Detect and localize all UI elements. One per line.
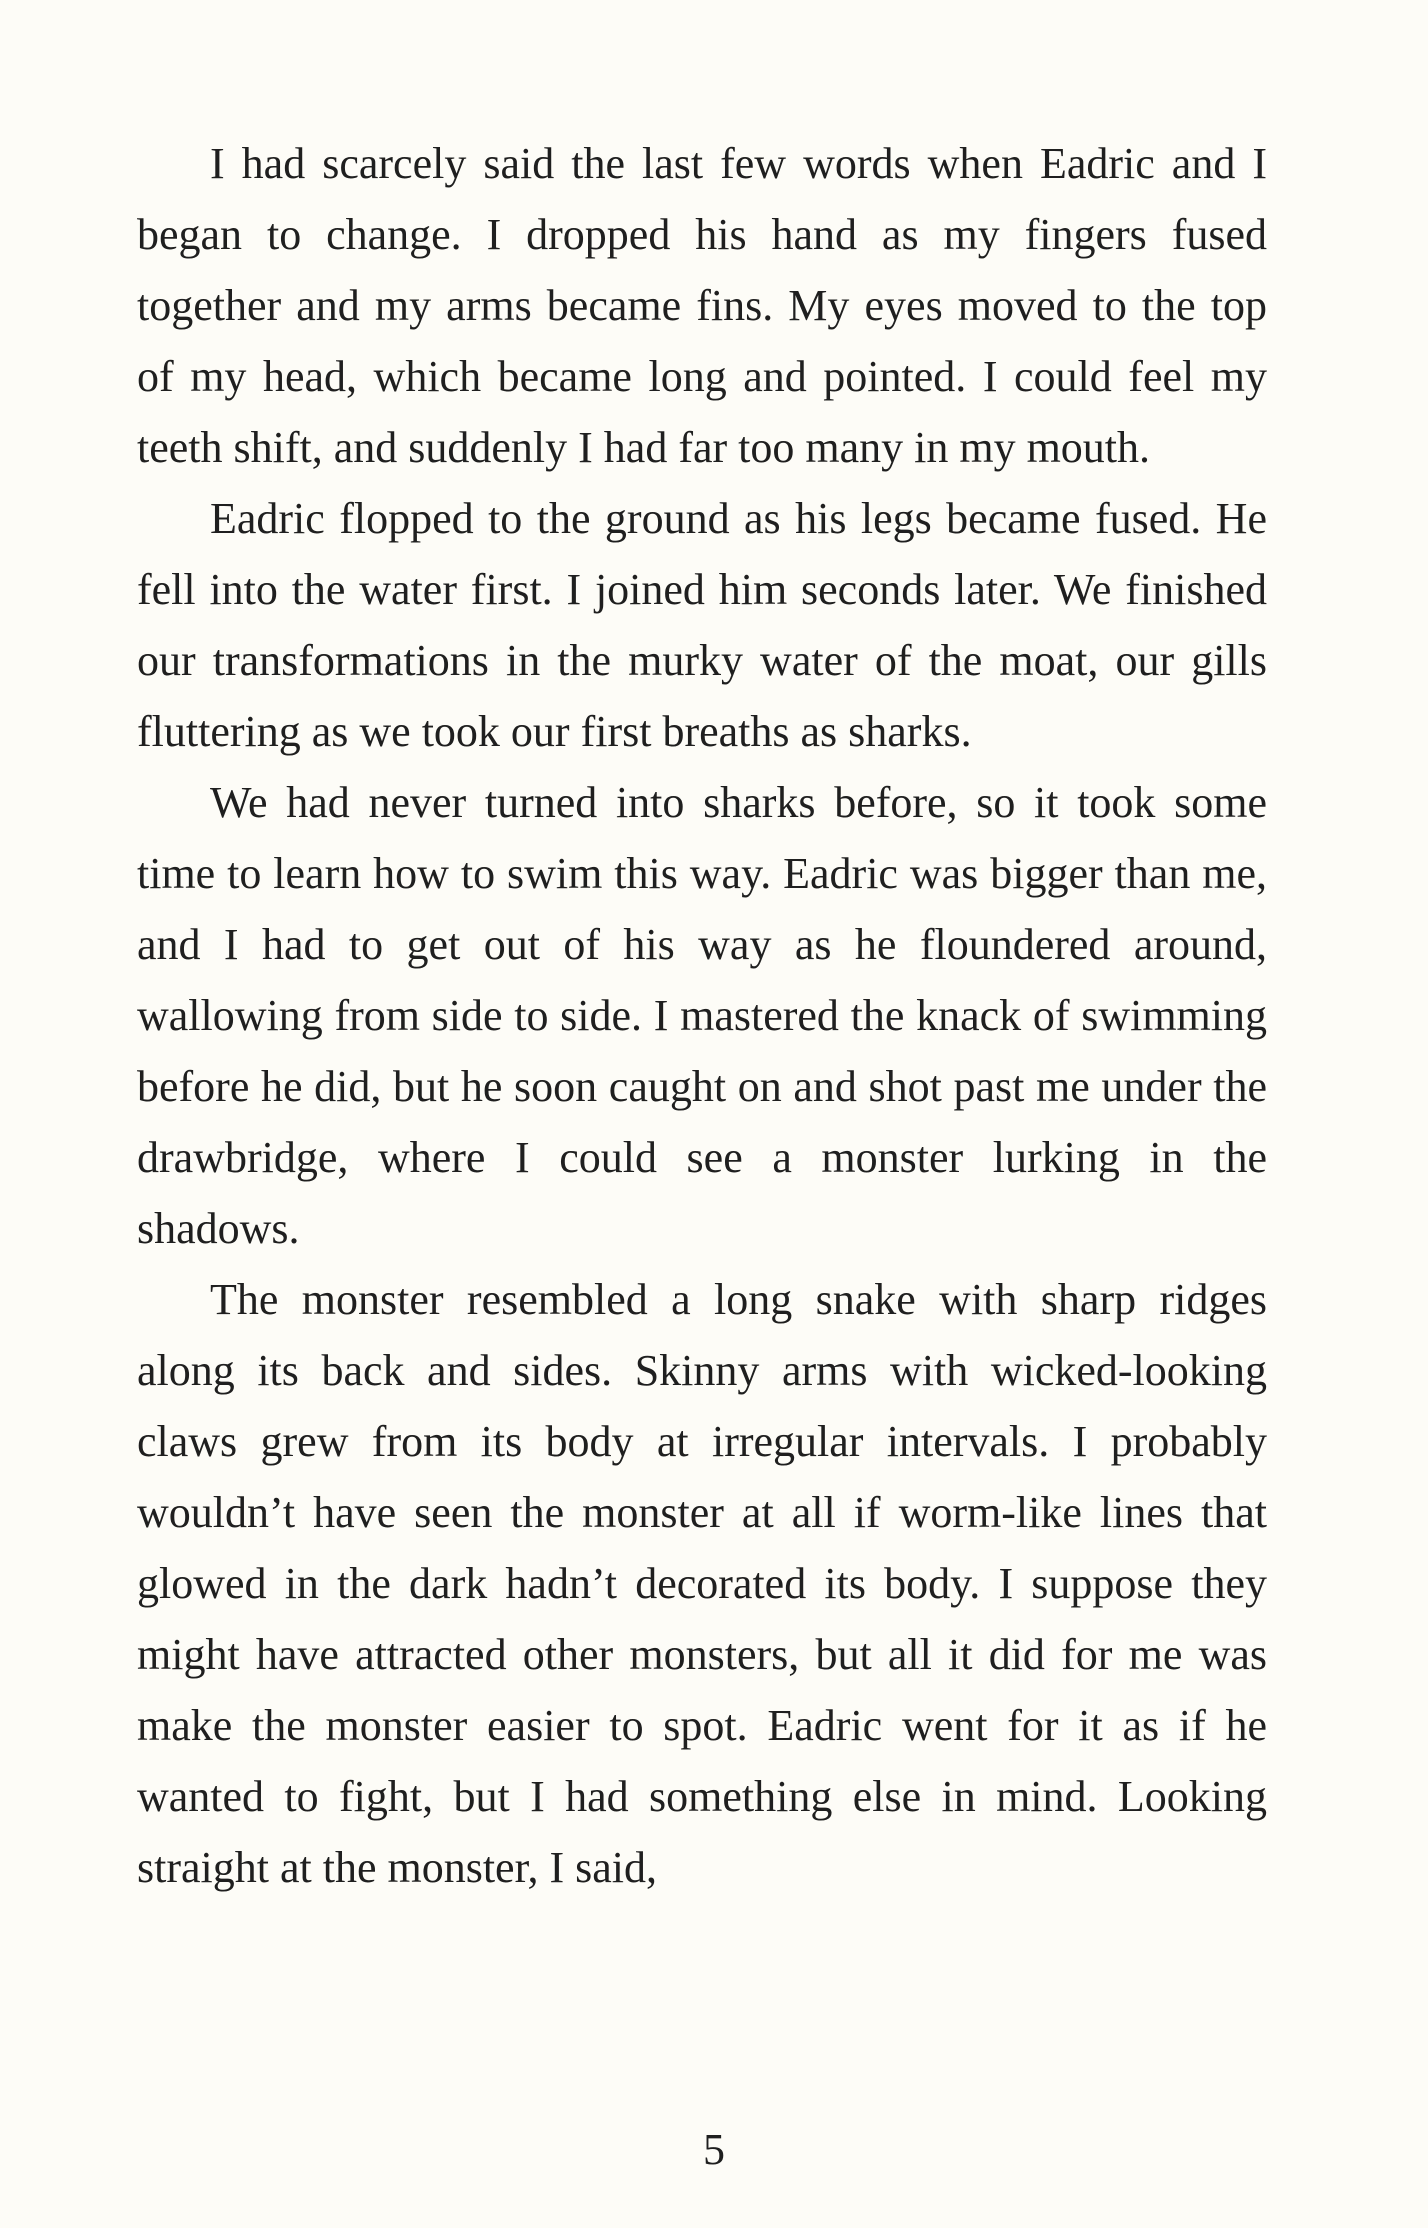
paragraph-3: We had never turned into sharks before, so it took some time to learn how to swim this way. Eadric was bigger than me, and I had to get out of his way as he floundered around, wallowing from side to side. I mastered the knack of swimming before he did, but he soon caught on and shot past me under the drawbridge, where I could see a monster lurking in the shadows. bbox=[137, 778, 1267, 1253]
paragraph-1: I had scarcely said the last few words when Eadric and I began to change. I dropped his hand as my fingers fused together and my arms became fins. My eyes moved to the top of my head, which became long and pointed. I could feel my teeth shift, and suddenly I had far too many in my mouth. bbox=[137, 139, 1267, 472]
paragraph-4: The monster resembled a long snake with sharp ridges along its back and sides. Skinny arms with wicked-looking claws grew from its body at irregular intervals. I probably wouldn’t have seen the monster at all if worm-like lines that glowed in the dark hadn’t decorated its body. I suppose they might have attracted other monsters, but all it did for me was make the monster easier to spot. Eadric went for it as if he wanted to fight, but I had something else in mind. Looking straight at the monster, I said, bbox=[137, 1275, 1267, 1892]
paragraph-2: Eadric flopped to the ground as his legs became fused. He fell into the water first. I joined him seconds later. We finished our transformations in the murky water of the moat, our gills fluttering as we took our first breaths as sharks. bbox=[137, 494, 1267, 756]
body-text bbox=[137, 128, 1267, 1903]
page-number: 5 bbox=[703, 2125, 725, 2174]
